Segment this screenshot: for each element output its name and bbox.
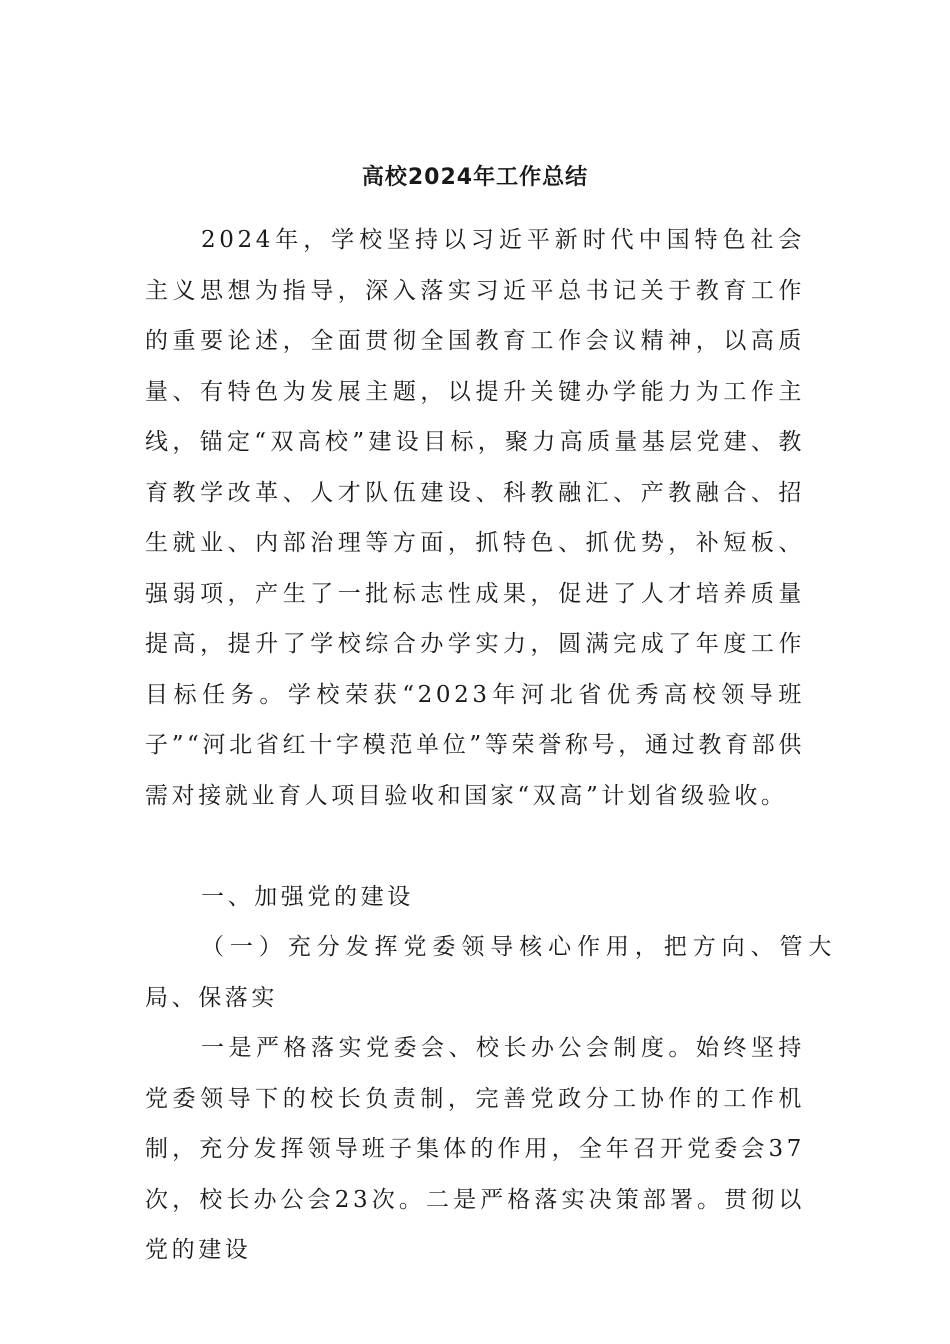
document-title: 高校2024年工作总结: [361, 165, 589, 190]
section-paragraph: 一是严格落实党委会、校长办公会制度。始终坚持党委领导下的校长负责制，完善党政分工协作的工作机制，充分发挥领导班子集体的作用，全年召开党委会37次，校长办公会23次。二是严格落实决策部署。贯彻以党的建设: [145, 1035, 805, 1263]
subsection-heading: （一）充分发挥党委领导核心作用，把方向、管大局、保落实: [145, 934, 835, 1011]
intro-paragraph: 2024年，学校坚持以习近平新时代中国特色社会主义思想为指导，深入落实习近平总书记关于教育工作的重要论述，全面贯彻全国教育工作会议精神，以高质量、有特色为发展主题，以提升关键办学能力为工作主线，锚定“双高校”建设目标，聚力高质量基层党建、教育教学改革、人才队伍建设、科教融汇、产教融合、招生就业、内部治理等方面，抓特色、抓优势，补短板、强弱项，产生了一批标志性成果，促进了人才培养质量提高，提升了学校综合办学实力，圆满完成了年度工作目标任务。学校荣获“2023年河北省优秀高校领导班子”“河北省红十字模范单位”等荣誉称号，通过教育部供需对接就业育人项目验收和国家“双高”计划省级验收。: [145, 227, 805, 809]
section-heading: 一、加强党的建设: [201, 884, 414, 910]
